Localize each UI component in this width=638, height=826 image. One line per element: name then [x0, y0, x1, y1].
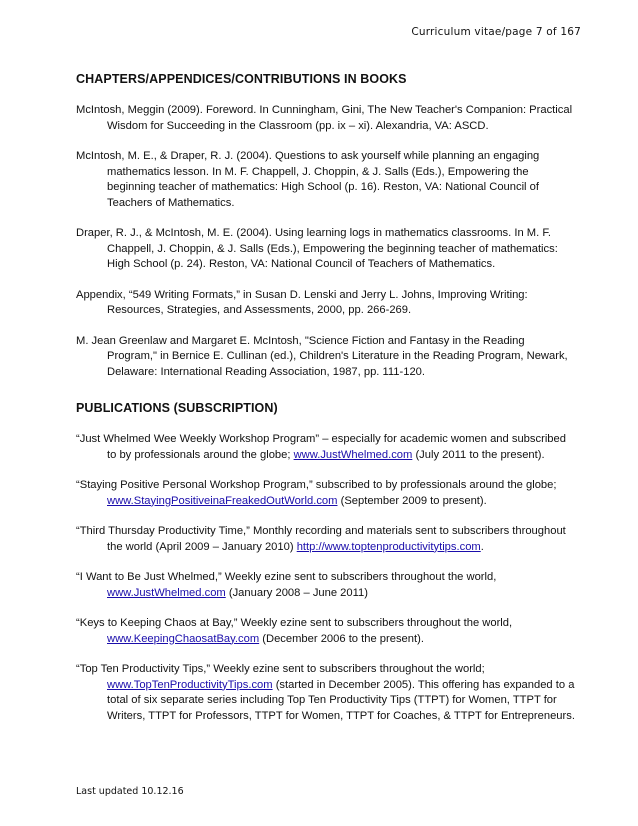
website-link[interactable]: www.TopTenProductivityTips.com [107, 678, 273, 691]
website-link[interactable]: www.JustWhelmed.com [107, 586, 226, 599]
publication-entry [76, 616, 576, 647]
publication-entry [76, 570, 576, 601]
entry-text: (started in December 2005). This offering has expanded to a total of six separate series including Top Ten Productivity Tips (TTPT) for Women, TTPT for Writers, TTPT for Professors, TTPT for Women, TTPT for Coaches, & TTPT for Entrepreneurs. [107, 678, 575, 722]
page-content [76, 72, 576, 739]
website-link[interactable]: www.KeepingChaosatBay.com [107, 632, 260, 645]
website-link[interactable]: http://www.toptenproductivitytips.com [296, 540, 481, 553]
entry-text: (September 2009 to present). [337, 494, 487, 507]
entry-text: (January 2008 – June 2011) [225, 586, 368, 599]
website-link[interactable]: www.JustWhelmed.com [293, 448, 413, 461]
entry-text: (December 2006 to the present). [259, 632, 424, 645]
entry-text: “Staying Positive Personal Workshop Program,” subscribed to by professionals around the globe; [76, 479, 557, 491]
page-footer: Last updated 10.12.16 [76, 786, 184, 797]
entry-text: “Third Thursday Productivity Time,” Monthly recording and materials sent to subscribers throughout the world (April 2009 – January 2010) [76, 525, 566, 553]
entry-text: . [480, 540, 484, 553]
entry-text: “I Want to Be Just Whelmed,” Weekly ezine sent to subscribers throughout the world, [76, 571, 497, 583]
publication-entry [76, 662, 576, 724]
website-link[interactable]: www.StayingPositiveinaFreakedOutWorld.com [107, 494, 338, 507]
citation-entry: McIntosh, Meggin (2009). Foreword. In Cunningham, Gini, The New Teacher's Companion: Practical Wisdom for Succeeding in the Classroom (pp. ix – xi). Alexandria, VA: ASCD. [76, 104, 573, 132]
publication-entry [76, 524, 576, 555]
entry-text: “Just Whelmed Wee Weekly Workshop Program” – especially for academic women and subscribed to by professionals around the globe; [76, 433, 566, 461]
citation-entry: Appendix, “549 Writing Formats,” in Susan D. Lenski and Jerry L. Johns, Improving Writing: Resources, Strategies, and Assessments, 2000, pp. 266-269. [76, 288, 528, 316]
section-heading-chapters: CHAPTERS/APPENDICES/CONTRIBUTIONS IN BOOKS [76, 72, 407, 86]
section-heading-publications: PUBLICATIONS (SUBSCRIPTION) [76, 401, 278, 415]
citation-entry: M. Jean Greenlaw and Margaret E. McIntosh, "Science Fiction and Fantasy in the Reading Program," in Bernice E. Cullinan (ed.), Children's Literature in the Reading Program, Newark, Delaware: International Reading Association, 1987, pp. 111-120. [76, 334, 568, 378]
page-header: Curriculum vitae/page 7 of 167 [411, 26, 581, 38]
citation-entry: McIntosh, M. E., & Draper, R. J. (2004). Questions to ask yourself while planning an engaging mathematics lesson. In M. F. Chappell, J. Choppin, & J. Salls (Eds.), Empowering the beginning teacher of mathematics: High School (p. 16). Reston, VA: National Council of Teachers of Mathematics. [76, 150, 540, 209]
publication-entry [76, 478, 576, 509]
entry-text: “Keys to Keeping Chaos at Bay,” Weekly ezine sent to subscribers throughout the world, [76, 617, 513, 629]
publication-entry [76, 432, 576, 463]
entry-text: “Top Ten Productivity Tips,” Weekly ezine sent to subscribers throughout the world; [76, 663, 485, 675]
citation-entry: Draper, R. J., & McIntosh, M. E. (2004). Using learning logs in mathematics classrooms. In M. F. Chappell, J. Choppin, & J. Salls (Eds.), Empowering the beginning teacher of mathematics: High School (p. 24). Reston, VA: National Council of Teachers of Mathematics. [76, 227, 558, 270]
entry-text: (July 2011 to the present). [412, 448, 545, 461]
